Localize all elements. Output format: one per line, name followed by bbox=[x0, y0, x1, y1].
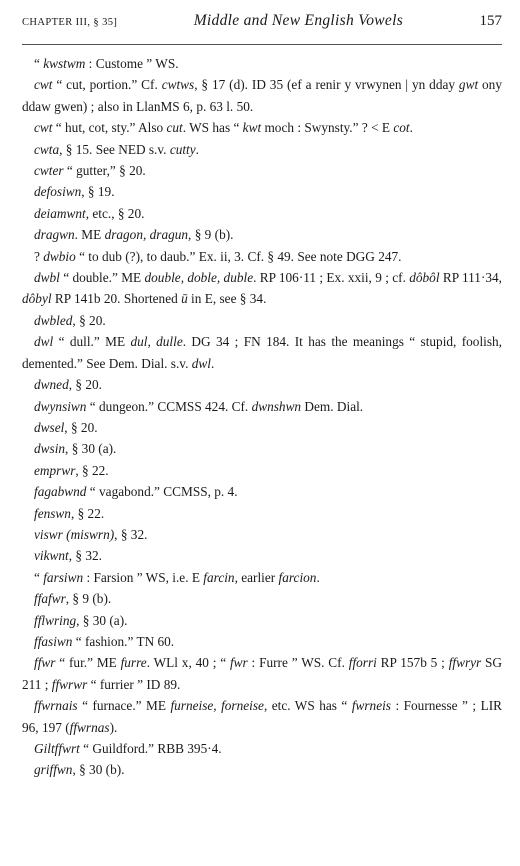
glossary-entry bbox=[22, 588, 502, 609]
glossary-entry bbox=[22, 738, 502, 759]
entry-text: , § 30 (b). bbox=[72, 762, 125, 778]
glossary-entry bbox=[22, 695, 502, 738]
entry-text: . DG 34 ; FN 184. It has the meanings “ stupid, foolish, demented.” See Dem. Dial. s.v. bbox=[22, 334, 502, 371]
entry-text: RP 111·34, bbox=[439, 270, 502, 286]
entry-italic-text: fagabwnd bbox=[34, 484, 87, 500]
entry-italic-text: cwtws bbox=[161, 77, 195, 93]
entry-italic-text: griffwn bbox=[34, 762, 73, 778]
glossary-entry bbox=[22, 631, 502, 652]
entry-text: “ furrier ” ID 89. bbox=[87, 676, 181, 692]
entry-text: . bbox=[210, 355, 215, 371]
entry-italic-text: dragwn bbox=[34, 227, 75, 243]
entry-italic-text: dwl bbox=[34, 334, 54, 350]
entry-italic-text: cwter bbox=[34, 163, 64, 179]
glossary-entry bbox=[22, 310, 502, 331]
entry-text: RP 157b 5 ; bbox=[376, 655, 449, 671]
chapter-reference: CHAPTER III, § 35] bbox=[22, 17, 118, 28]
entry-italic-text: dwbled bbox=[34, 312, 73, 328]
entry-text: , etc. WS has “ bbox=[263, 698, 352, 714]
entry-text: , § 20. bbox=[68, 377, 102, 393]
glossary-entry bbox=[22, 417, 502, 438]
entry-italic-text: deiamwnt bbox=[34, 205, 86, 221]
entry-italic-text: defosiwn bbox=[34, 184, 82, 200]
entry-italic-text: fforri bbox=[348, 655, 377, 671]
entry-italic-text: dwbl bbox=[34, 270, 60, 286]
entry-text: “ fur.” ME bbox=[55, 655, 121, 671]
entry-italic-text: kwstwm bbox=[43, 56, 86, 71]
entry-italic-text: ffwrnas bbox=[69, 719, 110, 735]
entry-text: moch : Swynsty.” ? < E bbox=[261, 120, 394, 136]
entry-text: , etc., § 20. bbox=[85, 205, 145, 221]
entry-italic-text: cwt bbox=[34, 77, 53, 93]
entry-text: “ furnace.” ME bbox=[77, 698, 171, 714]
entry-text: Dem. Dial. bbox=[301, 398, 364, 414]
entry-italic-text: double, doble, duble bbox=[144, 270, 254, 286]
entry-italic-text: dragon, dragun bbox=[104, 227, 189, 243]
entry-text: ony ddaw gwen) ; also in LlanMS 6, p. 63 l. 50. bbox=[22, 77, 502, 114]
entry-italic-text: viswr (miswrn) bbox=[34, 526, 115, 542]
entry-text: SG 211 ; bbox=[22, 655, 503, 692]
entry-text: . bbox=[409, 120, 413, 136]
entry-italic-text: dwned bbox=[34, 377, 69, 393]
entry-text: : Fournesse ” ; LIR 96, 197 ( bbox=[22, 698, 502, 735]
entry-italic-text: gwt bbox=[458, 77, 479, 93]
glossary-entry bbox=[22, 267, 502, 310]
glossary-entry bbox=[22, 224, 502, 245]
glossary-entry bbox=[22, 460, 502, 481]
entry-italic-text: vikwnt bbox=[34, 548, 69, 564]
glossary-entry bbox=[22, 396, 502, 417]
entry-text: “ to dub (?), to daub.” Ex. ii, 3. Cf. § 49. See note DGG 247. bbox=[75, 248, 402, 264]
entry-italic-text: ū bbox=[181, 291, 188, 307]
entry-text: , earlier bbox=[234, 569, 279, 585]
glossary-entry bbox=[22, 481, 502, 502]
glossary-entry bbox=[22, 53, 502, 74]
entry-italic-text: dwbio bbox=[43, 248, 76, 264]
glossary-entry bbox=[22, 503, 502, 524]
entry-text: “ hut, cot, sty.” Also bbox=[52, 120, 167, 136]
entry-italic-text: dwsel bbox=[34, 419, 65, 435]
entry-italic-text: farsiwn bbox=[43, 569, 84, 585]
glossary-entry bbox=[22, 652, 502, 695]
entry-text: “ vagabond.” CCMSS, p. 4. bbox=[86, 484, 238, 500]
running-title: Middle and New English Vowels bbox=[193, 12, 404, 29]
entry-text: , § 19. bbox=[81, 184, 115, 200]
entry-text: , § 32. bbox=[114, 526, 148, 542]
entry-italic-text: dwsin bbox=[34, 441, 66, 457]
entry-text: . bbox=[316, 569, 320, 585]
header-rule bbox=[22, 44, 502, 45]
page-number: 157 bbox=[479, 13, 502, 29]
glossary-body bbox=[22, 53, 502, 781]
entry-text: . WLl x, 40 ; “ bbox=[146, 655, 230, 671]
entry-text: , § 20. bbox=[72, 312, 106, 328]
glossary-entry bbox=[22, 117, 502, 138]
entry-italic-text: ffasiwn bbox=[34, 633, 73, 649]
entry-italic-text: cot bbox=[393, 120, 410, 136]
entry-italic-text: ffwr bbox=[34, 655, 56, 671]
entry-text: “ Guildford.” RBB 395·4. bbox=[79, 741, 222, 756]
running-header bbox=[22, 12, 502, 42]
entry-italic-text: dwynsiwn bbox=[34, 398, 87, 414]
entry-italic-text: ffwryr bbox=[448, 655, 482, 671]
entry-text: : Furre ” WS. Cf. bbox=[247, 655, 349, 671]
glossary-entry bbox=[22, 181, 502, 202]
glossary-entry bbox=[22, 203, 502, 224]
entry-text: , § 22. bbox=[75, 462, 109, 478]
entry-text: “ gutter,” § 20. bbox=[63, 163, 146, 179]
entry-text: . WS has “ bbox=[182, 120, 243, 136]
entry-italic-text: fwr bbox=[229, 655, 248, 671]
entry-italic-text: ffwrnais bbox=[34, 698, 78, 714]
glossary-entry bbox=[22, 524, 502, 545]
entry-text: “ bbox=[34, 569, 44, 585]
glossary-entry bbox=[22, 331, 502, 374]
entry-text: “ cut, portion.” Cf. bbox=[52, 77, 162, 93]
entry-italic-text: furre bbox=[120, 655, 147, 671]
entry-italic-text: ffwrwr bbox=[51, 676, 88, 692]
glossary-entry bbox=[22, 759, 502, 780]
glossary-entry bbox=[22, 610, 502, 631]
entry-text: . RP 106·11 ; Ex. xxii, 9 ; cf. bbox=[253, 270, 410, 286]
entry-italic-text: Giltffwrt bbox=[34, 741, 80, 756]
entry-text: : Custome ” WS. bbox=[85, 56, 179, 71]
glossary-entry bbox=[22, 246, 502, 267]
entry-text: RP 141b 20. Shortened bbox=[51, 291, 182, 307]
entry-text: “ bbox=[34, 56, 44, 71]
entry-italic-text: dôbyl bbox=[22, 291, 52, 307]
entry-italic-text: farcion bbox=[278, 569, 317, 585]
glossary-entry bbox=[22, 139, 502, 160]
entry-text: “ dull.” ME bbox=[53, 334, 131, 350]
entry-text: “ double.” ME bbox=[59, 270, 145, 286]
entry-italic-text: cwta bbox=[34, 141, 60, 157]
glossary-entry bbox=[22, 567, 502, 588]
entry-text: , § 30 (a). bbox=[65, 441, 117, 457]
entry-text: , § 15. See NED s.v. bbox=[59, 141, 170, 157]
entry-text: , § 32. bbox=[68, 548, 102, 564]
entry-italic-text: farcin bbox=[203, 569, 235, 585]
entry-italic-text: fwrneis bbox=[351, 698, 391, 714]
entry-text: “ fashion.” TN 60. bbox=[72, 633, 175, 649]
entry-text: , § 30 (a). bbox=[76, 612, 128, 628]
entry-italic-text: dôbôl bbox=[409, 270, 440, 286]
entry-italic-text: furneise, forneise bbox=[170, 698, 264, 714]
entry-italic-text: cutty bbox=[169, 141, 196, 157]
entry-italic-text: dwl bbox=[191, 355, 211, 371]
entry-text: , § 9 (b). bbox=[188, 227, 234, 243]
entry-italic-text: cut bbox=[166, 120, 183, 136]
entry-text: , § 9 (b). bbox=[65, 591, 112, 607]
glossary-entry bbox=[22, 160, 502, 181]
glossary-entry bbox=[22, 438, 502, 459]
entry-italic-text: dul, dulle bbox=[130, 334, 183, 350]
entry-text: . bbox=[195, 141, 199, 157]
entry-text: ? bbox=[34, 248, 44, 264]
entry-italic-text: emprwr bbox=[34, 462, 76, 478]
entry-italic-text: cwt bbox=[34, 120, 53, 136]
entry-italic-text: fflwring bbox=[34, 612, 77, 628]
glossary-entry bbox=[22, 545, 502, 566]
entry-text: . ME bbox=[74, 227, 105, 243]
entry-italic-text: ffafwr bbox=[34, 591, 66, 607]
entry-italic-text: kwt bbox=[242, 120, 262, 136]
entry-text: , § 20. bbox=[64, 419, 98, 435]
entry-text: : Farsion ” WS, i.e. E bbox=[83, 569, 204, 585]
glossary-entry bbox=[22, 74, 502, 117]
entry-text: “ dungeon.” CCMSS 424. Cf. bbox=[86, 398, 252, 414]
entry-text: , § 17 (d). ID 35 (ef a renir y vrwynen | yn dday bbox=[194, 77, 459, 93]
entry-italic-text: dwnshwn bbox=[251, 398, 302, 414]
glossary-entry bbox=[22, 374, 502, 395]
entry-italic-text: fenswn bbox=[34, 505, 71, 521]
entry-text: ). bbox=[109, 719, 118, 735]
entry-text: in E, see § 34. bbox=[187, 291, 267, 307]
entry-text: , § 22. bbox=[70, 505, 105, 521]
